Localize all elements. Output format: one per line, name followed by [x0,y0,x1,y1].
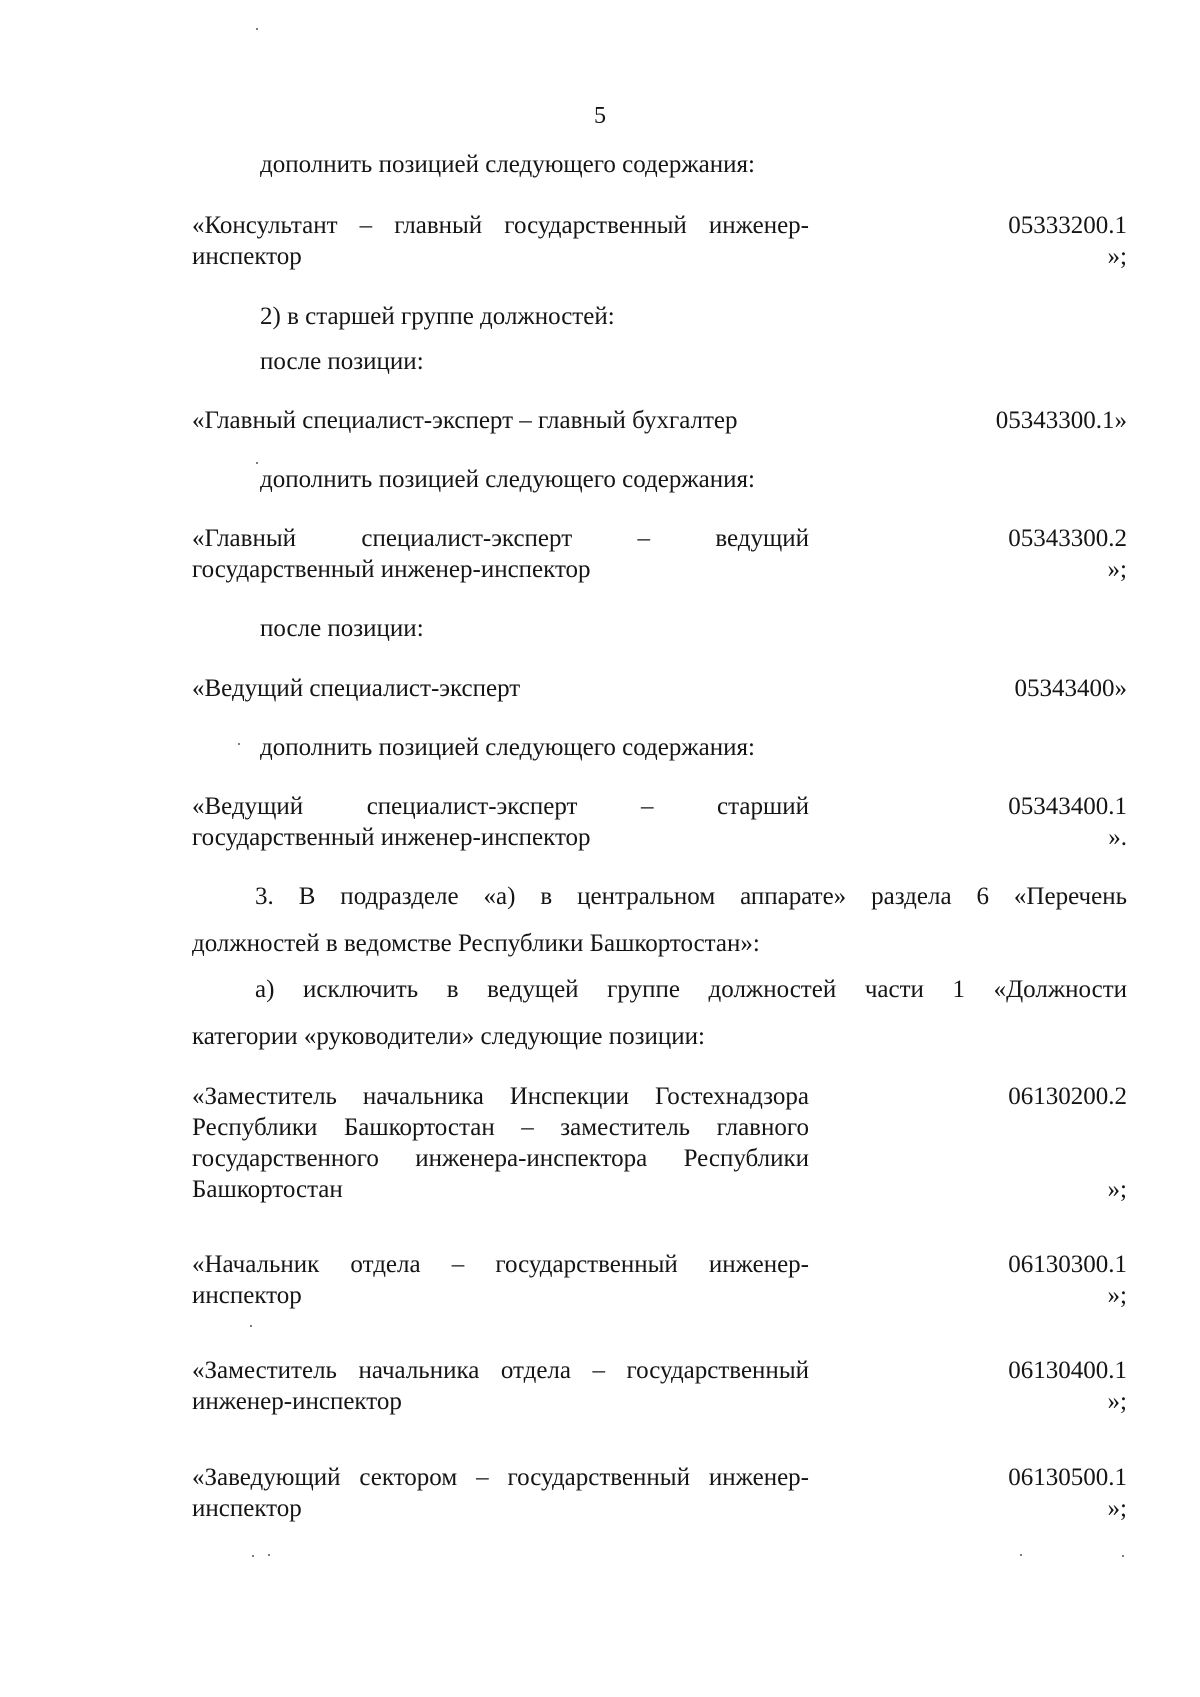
position-code: 05343400.1 [1008,793,1127,820]
instruction-line: дополнить позицией следующего содержания: [260,151,755,178]
closing-quote: »; [1107,1176,1127,1203]
position-name: «Ведущий специалист-эксперт – старший государственный инженер-инспектор [192,793,809,851]
position-name: «Ведущий специалист-эксперт [192,675,521,702]
position-name: «Заместитель начальника Инспекции Гостехнадзора Республики Башкортостан – заместитель главного государственного инженера-инспектора Республики Башкортостан [192,1083,809,1203]
position-entry [192,1355,1127,1417]
closing-quote: »; [1107,1495,1127,1522]
instruction-line: после позиции: [260,615,424,642]
position-code: 06130300.1 [1008,1251,1127,1278]
position-name: «Заместитель начальника отдела – государственный инженер-инспектор [192,1357,809,1415]
instruction-line: дополнить позицией следующего содержания: [260,466,755,493]
paragraph-line: а) исключить в ведущей группе должностей части 1 «Должности [255,976,1127,1003]
position-entry [192,1462,1127,1524]
scan-speck [252,1555,254,1557]
position-entry [192,405,1127,436]
paragraph-line: категории «руководители» следующие позиции: [192,1023,705,1050]
closing-quote: »; [1107,556,1127,583]
paragraph-line: должностей в ведомстве Республики Башкортостан»: [192,930,760,957]
position-name: «Главный специалист-эксперт – главный бухгалтер [192,407,738,434]
position-entry [192,1081,1127,1205]
closing-quote: »; [1107,1388,1127,1415]
scan-speck [256,462,258,464]
position-code: 06130200.2 [1008,1083,1127,1110]
position-entry [192,523,1127,585]
position-entry [192,791,1127,853]
closing-quote: »; [1107,1282,1127,1309]
closing-quote: ». [1108,824,1127,851]
scan-speck [238,743,240,745]
scan-speck [1020,1554,1022,1556]
scan-speck [256,28,258,30]
position-code: 05343300.1» [995,407,1127,434]
scan-speck [1122,1555,1124,1557]
position-name: «Начальник отдела – государственный инженер-инспектор [192,1251,809,1309]
position-code: 05343400» [1014,675,1127,702]
position-code: 06130400.1 [1008,1357,1127,1384]
amendment-paragraph [192,873,1127,967]
page-number: 5 [594,103,606,129]
closing-quote: »; [1107,243,1127,270]
scan-speck [250,1325,252,1327]
instruction-line: после позиции: [260,348,424,375]
position-name: «Заведующий сектором – государственный инженер-инспектор [192,1464,809,1522]
amendment-paragraph [192,966,1127,1060]
position-code: 05333200.1 [1008,212,1127,239]
position-name: «Главный специалист-эксперт – ведущий государственный инженер-инспектор [192,525,809,583]
position-entry [192,210,1127,272]
paragraph-line: 3. В подразделе «а) в центральном аппарате» раздела 6 «Перечень [255,883,1127,910]
position-code: 05343300.2 [1008,525,1127,552]
instruction-line: дополнить позицией следующего содержания: [260,734,755,761]
position-entry [192,673,1127,704]
scan-speck [268,1554,270,1556]
position-entry [192,1249,1127,1311]
instruction-line: 2) в старшей группе должностей: [260,303,615,330]
position-name: «Консультант – главный государственный инженер-инспектор [192,212,809,270]
position-code: 06130500.1 [1008,1464,1127,1491]
